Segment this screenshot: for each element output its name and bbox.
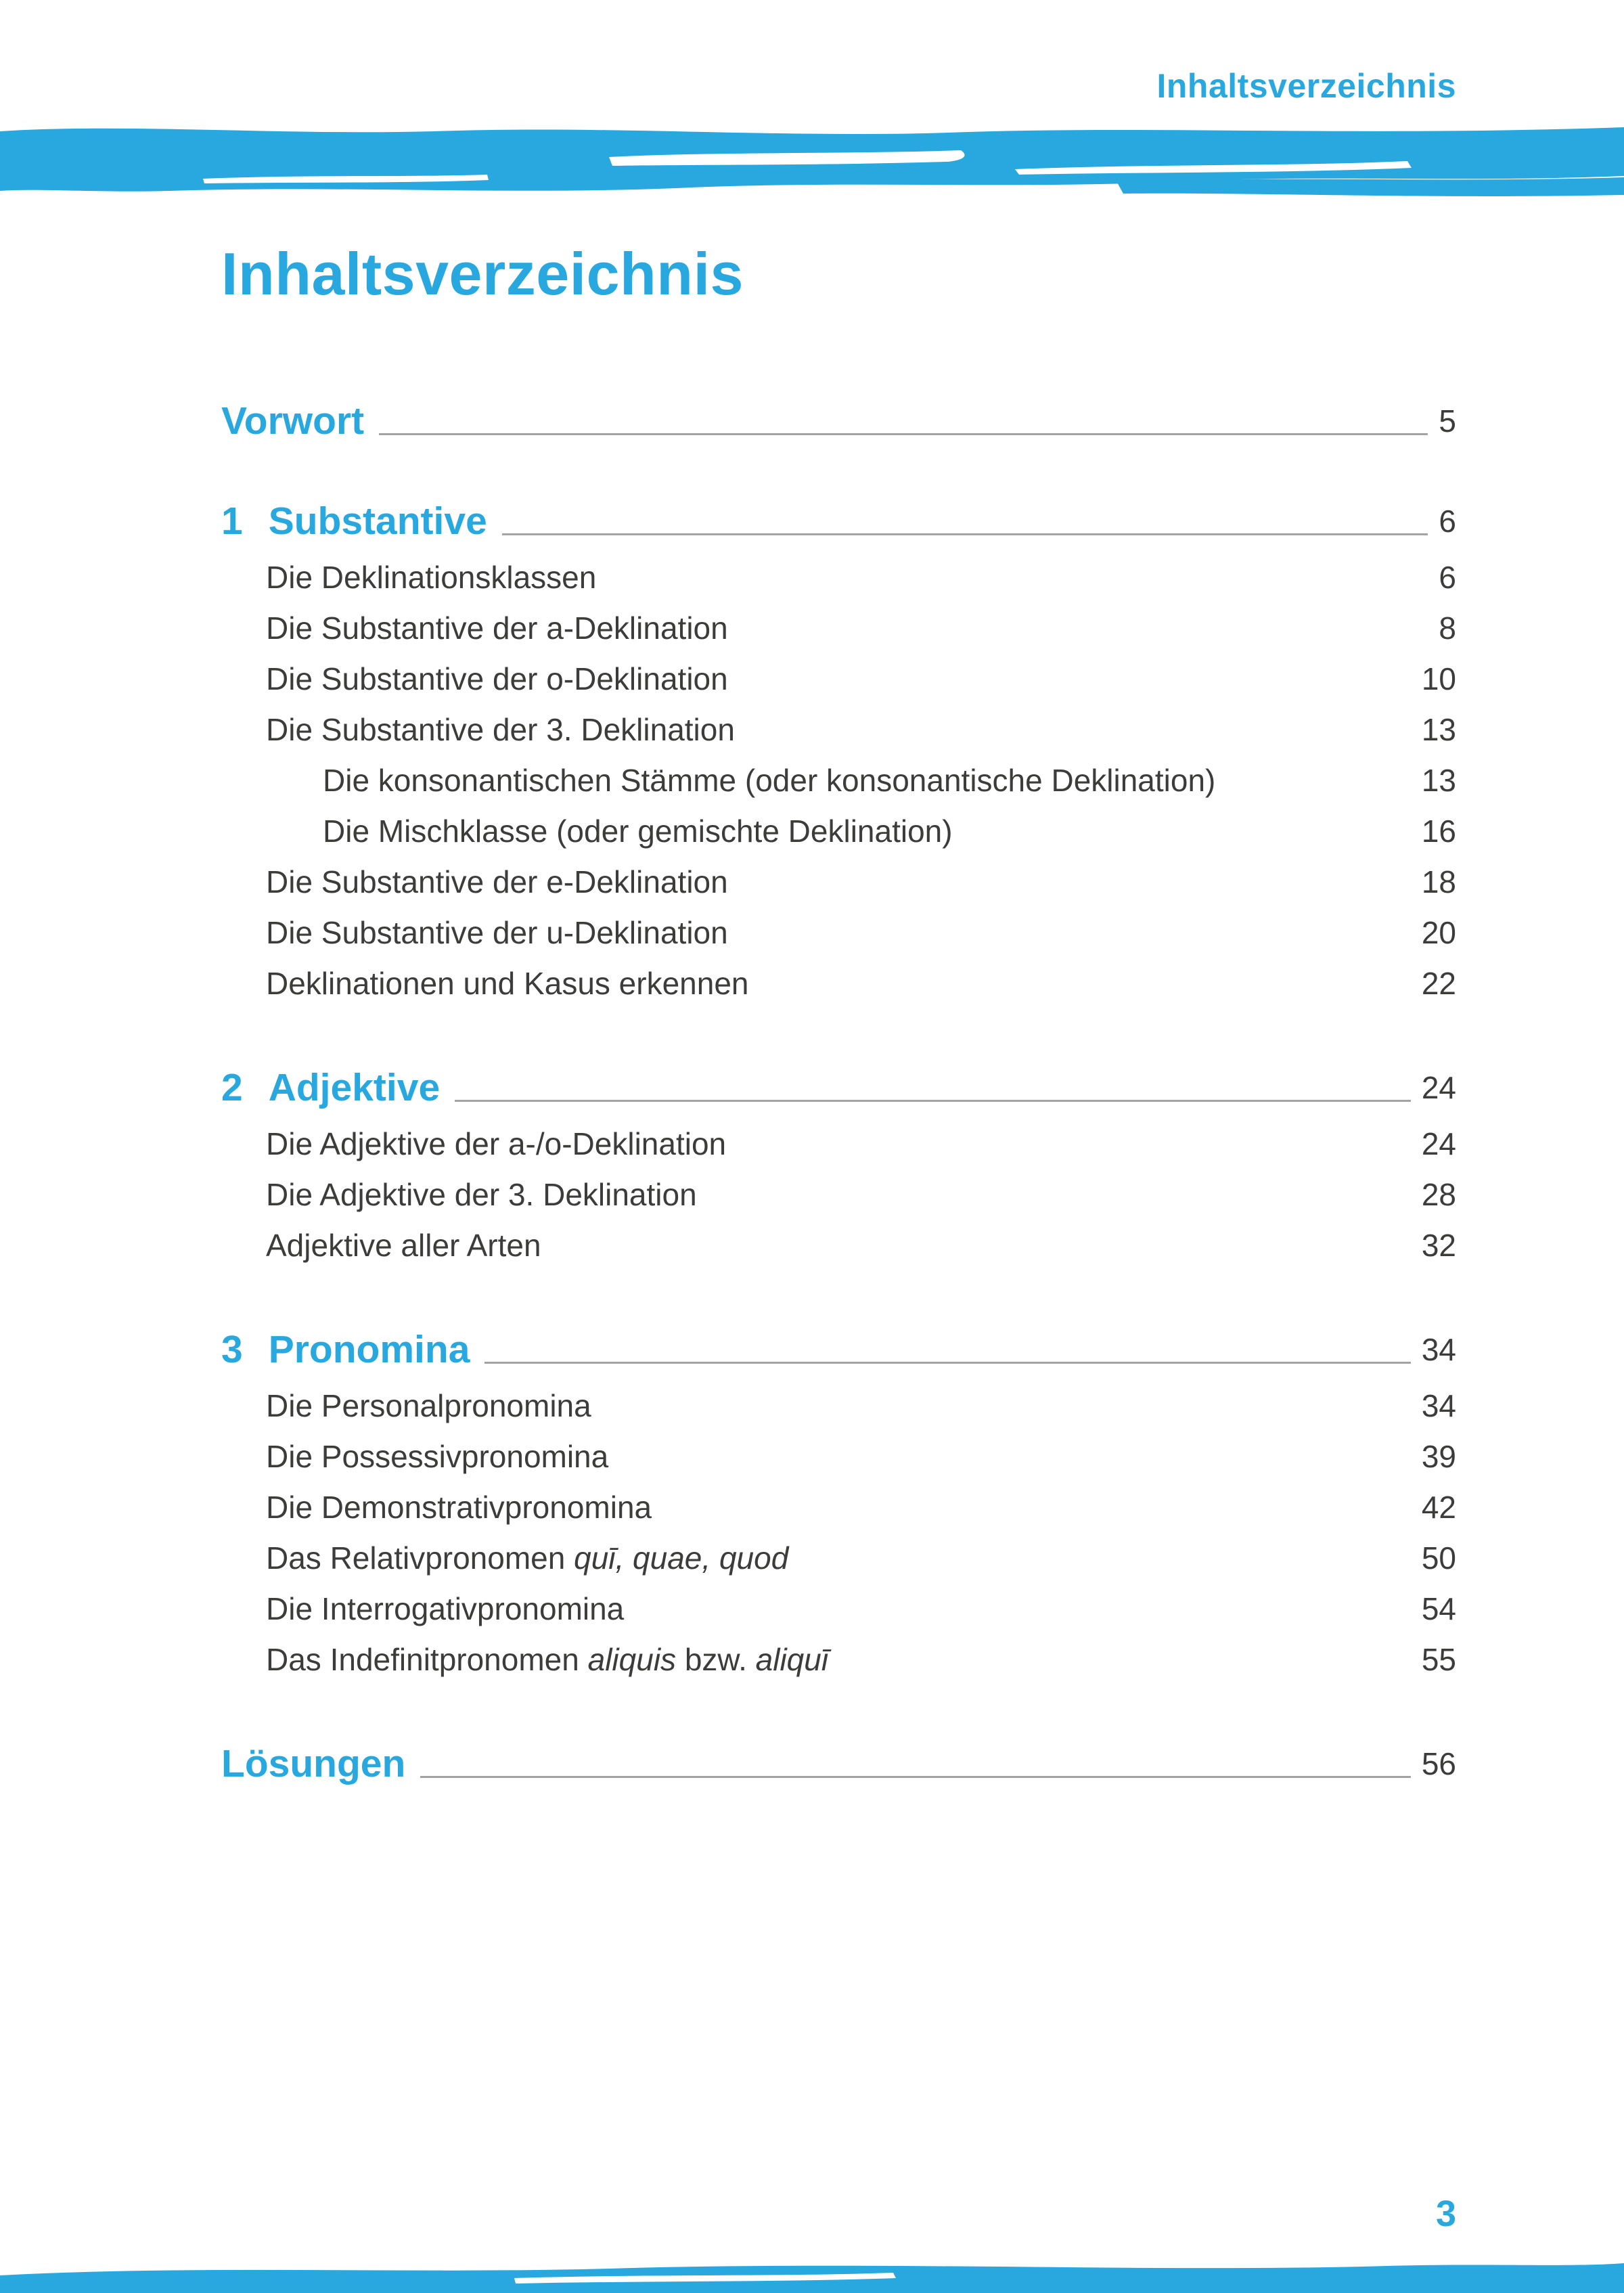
toc-entry-row: [221, 1634, 1456, 1685]
entry-page-number: 13: [1421, 763, 1456, 798]
entry-label: Die Deklinationsklassen: [266, 560, 597, 595]
entry-page-number: 6: [1439, 560, 1456, 595]
page-title: Inhaltsverzeichnis: [221, 240, 744, 307]
toc-entry-row: [221, 1431, 1456, 1482]
toc-entry-row: [221, 958, 1456, 1009]
entry-label: Deklinationen und Kasus erkennen: [266, 966, 749, 1001]
section-number: 1: [221, 499, 243, 543]
toc-heading-row: [221, 399, 1456, 443]
entry-page-number: 50: [1421, 1540, 1456, 1576]
section-number: 3: [221, 1328, 243, 1371]
toc-entry-row: [221, 552, 1456, 603]
leader-line: [455, 1066, 1411, 1102]
leader-line: [502, 499, 1428, 535]
entry-label: Die Possessivpronomina: [266, 1439, 609, 1474]
toc-entry-row: [221, 806, 1456, 857]
entry-label: Die Adjektive der 3. Deklination: [266, 1177, 697, 1212]
toc-entry-row: [221, 1381, 1456, 1431]
entry-page-number: 55: [1421, 1642, 1456, 1677]
entry-page-number: 18: [1421, 864, 1456, 899]
toc-entry-row: [221, 1584, 1456, 1634]
toc-heading-row: [221, 1066, 1456, 1109]
entry-page-number: 32: [1421, 1228, 1456, 1263]
section-page-number: 6: [1439, 504, 1456, 539]
toc-entry-row: [221, 1119, 1456, 1170]
entry-label: Die Substantive der o-Deklination: [266, 661, 728, 696]
toc-heading-row: [221, 1742, 1456, 1785]
section-page-number: 34: [1421, 1332, 1456, 1367]
content-column: [221, 0, 1456, 1795]
section-label: Substantive: [268, 499, 487, 543]
entry-label: Das Relativpronomen quī, quae, quod: [266, 1540, 789, 1576]
entry-label: Die Adjektive der a-/o-Deklination: [266, 1126, 727, 1161]
toc-entry-row: [221, 603, 1456, 654]
entry-page-number: 42: [1421, 1490, 1456, 1525]
entry-label: Das Indefinitpronomen aliquis bzw. aliquī: [266, 1642, 829, 1677]
entry-label: Die Substantive der a-Deklination: [266, 610, 728, 646]
entry-label: Die Substantive der u-Deklination: [266, 915, 728, 950]
toc-entry-row: [221, 1533, 1456, 1584]
section-label: Vorwort: [221, 399, 365, 443]
toc: [221, 399, 1456, 1785]
toc-entry-row: [221, 1220, 1456, 1271]
entry-label: Die Substantive der e-Deklination: [266, 864, 728, 899]
section-label: Lösungen: [221, 1742, 406, 1785]
entry-label: Die konsonantischen Stämme (oder konsonantische Deklination): [323, 763, 1216, 798]
entry-label: Die Substantive der 3. Deklination: [266, 712, 735, 747]
toc-heading-row: [221, 1328, 1456, 1371]
entry-page-number: 22: [1421, 966, 1456, 1001]
entry-label: Die Personalpronomina: [266, 1388, 591, 1423]
entry-page-number: 54: [1421, 1591, 1456, 1626]
entry-label: Die Interrogativpronomina: [266, 1591, 625, 1626]
toc-heading-row: [221, 499, 1456, 543]
entry-label: Adjektive aller Arten: [266, 1228, 541, 1263]
section-label: Adjektive: [268, 1066, 441, 1109]
toc-entry-row: [221, 1170, 1456, 1220]
page-number: 3: [1435, 2194, 1456, 2234]
entry-page-number: 39: [1421, 1439, 1456, 1474]
brush-stroke-bottom-icon: [0, 2251, 1624, 2293]
entry-page-number: 10: [1421, 661, 1456, 696]
toc-entry-row: [221, 857, 1456, 908]
section-page-number: 5: [1439, 403, 1456, 439]
leader-line: [379, 399, 1428, 435]
entry-page-number: 24: [1421, 1126, 1456, 1161]
toc-entry-row: [221, 755, 1456, 806]
entry-page-number: 16: [1421, 814, 1456, 849]
toc-entry-row: [221, 908, 1456, 958]
entry-page-number: 28: [1421, 1177, 1456, 1212]
section-page-number: 56: [1421, 1746, 1456, 1781]
entry-page-number: 8: [1439, 610, 1456, 646]
running-header: Inhaltsverzeichnis: [1156, 67, 1456, 105]
leader-line: [484, 1328, 1410, 1364]
section-label: Pronomina: [268, 1328, 470, 1371]
entry-page-number: 34: [1421, 1388, 1456, 1423]
entry-page-number: 20: [1421, 915, 1456, 950]
section-page-number: 24: [1421, 1070, 1456, 1105]
entry-page-number: 13: [1421, 712, 1456, 747]
toc-entry-row: [221, 705, 1456, 755]
entry-label: Die Demonstrativpronomina: [266, 1490, 652, 1525]
section-number: 2: [221, 1066, 243, 1109]
toc-entry-row: [221, 654, 1456, 705]
toc-entry-row: [221, 1482, 1456, 1533]
entry-label: Die Mischklasse (oder gemischte Deklination): [323, 814, 953, 849]
leader-line: [420, 1742, 1411, 1778]
